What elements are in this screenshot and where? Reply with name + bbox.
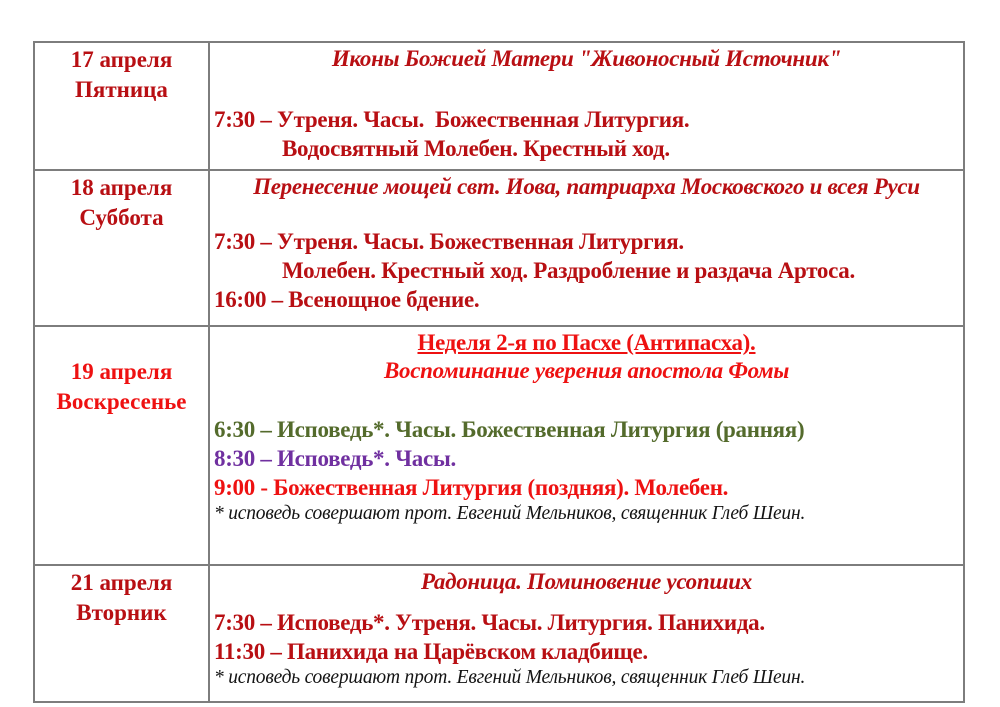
feast-subheading: Воспоминание уверения апостола Фомы [383,358,790,383]
date-weekday: Вторник [76,600,167,625]
date-cell [34,565,209,702]
date-weekday: Воскресенье [56,389,187,414]
spacer [214,596,959,608]
feast-title: Перенесение мощей свт. Иова, патриарха Московского и всея Руси [253,174,920,199]
date-cell [34,170,209,326]
service-line: 11:30 – Панихида на Царёвском кладбище. [214,639,648,664]
service-line: 9:00 - Божественная Литургия (поздняя). Молебен. [214,475,729,500]
feast-title: Иконы Божией Матери "Живоносный Источник" [331,46,842,71]
date-day: 19 апреля [70,359,173,384]
services-cell [209,565,964,702]
service-line: 7:30 – Утреня. Часы. Божественная Литургия. [214,107,690,132]
feast-title: Радоница. Поминовение усопших [421,569,752,594]
service-line: 16:00 – Всенощное бдение. [214,287,480,312]
date-weekday: Суббота [79,205,164,230]
confession-footnote: * исповедь совершают прот. Евгений Мельников, священник Глеб Шеин. [214,503,806,524]
feast-heading: Неделя 2-я по Пасхе (Антипасха). [417,330,756,355]
date-day: 18 апреля [70,175,173,200]
services-cell [209,326,964,565]
service-line: 8:30 – Исповедь*. Часы. [214,446,456,471]
services-cell [209,42,964,170]
table-row [34,42,964,170]
date-cell [34,326,209,565]
spacer [214,385,959,415]
date-day: 21 апреля [70,570,173,595]
service-line: Молебен. Крестный ход. Раздробление и раздача Артоса. [282,258,855,283]
date-weekday: Пятница [75,77,168,102]
date-cell [34,42,209,170]
spacer [214,73,959,105]
service-line: Водосвятный Молебен. Крестный ход. [282,136,670,161]
service-line: 7:30 – Утреня. Часы. Божественная Литургия. [214,229,684,254]
table-row [34,170,964,326]
confession-footnote: * исповедь совершают прот. Евгений Мельников, священник Глеб Шеин. [214,667,806,688]
date-day: 17 апреля [70,47,173,72]
spacer [214,201,959,227]
schedule-table [33,41,965,703]
service-line: 6:30 – Исповедь*. Часы. Божественная Литургия (ранняя) [214,417,805,442]
table-row [34,565,964,702]
services-cell [209,170,964,326]
service-line: 7:30 – Исповедь*. Утреня. Часы. Литургия. Панихида. [214,610,765,635]
table-row [34,326,964,565]
